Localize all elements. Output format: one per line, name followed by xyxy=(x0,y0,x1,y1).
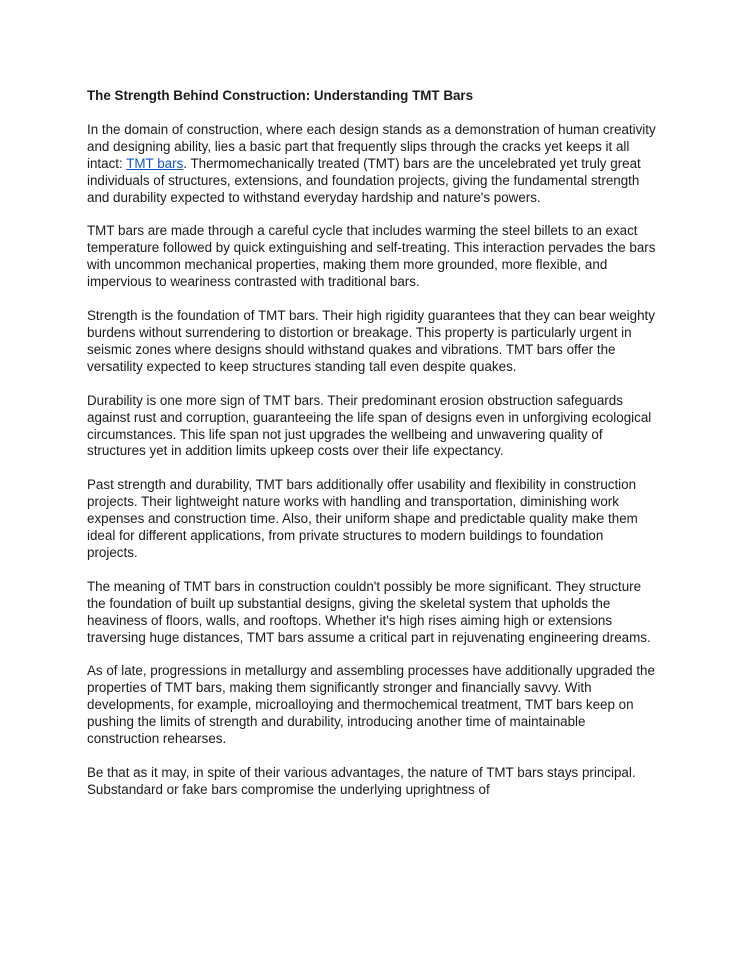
intro-text-before-link: In the domain of construction, where each design stands as a demonstration of human creativity and designing ability, lies a basic part that frequently slips through the cracks yet keeps it all intact: xyxy=(87,121,656,171)
intro-text-after-link: . Thermomechanically treated (TMT) bars are the uncelebrated yet truly great individuals of structures, extensions, and foundation projects, giving the fundamental strength and durability expected to withstand everyday hardship and nature's powers. xyxy=(87,155,641,205)
body-paragraph: Past strength and durability, TMT bars additionally offer usability and flexibility in construction projects. Their lightweight nature works with handling and transportation, diminishing work expenses and construction time. Also, their uniform shape and predictable quality make them ideal for different applications, from private structures to modern buildings to foundation projects. xyxy=(87,477,638,560)
tmt-bars-link[interactable]: TMT bars xyxy=(126,155,184,171)
body-paragraph: TMT bars are made through a careful cycle that includes warming the steel billets to an exact temperature followed by quick extinguishing and self-treating. This interaction pervades the bars with uncommon mechanical properties, making them more grounded, more flexible, and impervious to weariness contrasted with traditional bars. xyxy=(87,223,656,290)
body-paragraph: The meaning of TMT bars in construction couldn't possibly be more significant. They structure the foundation of built up substantial designs, giving the skeletal system that upholds the heaviness of floors, walls, and rooftops. Whether it's high rises aiming high or extensions traversing huge distances, TMT bars assume a critical part in rejuvenating engineering dreams. xyxy=(87,578,651,645)
body-paragraph: Durability is one more sign of TMT bars. Their predominant erosion obstruction safeguards against rust and corruption, guaranteeing the life span of designs even in unforgiving ecological circumstances. This life span not just upgrades the wellbeing and unwavering quality of structures yet in addition limits upkeep costs over their life expectancy. xyxy=(87,392,652,459)
intro-paragraph xyxy=(87,122,657,207)
body-paragraph: Strength is the foundation of TMT bars. Their high rigidity guarantees that they can bear weighty burdens without surrendering to distortion or breakage. This property is particularly urgent in seismic zones where designs should withstand quakes and vibrations. TMT bars offer the versatility expected to keep structures standing tall even despite quakes. xyxy=(87,308,655,374)
document-title: The Strength Behind Construction: Understanding TMT Bars xyxy=(87,88,474,103)
document-page xyxy=(87,88,657,816)
body-paragraph: As of late, progressions in metallurgy and assembling processes have additionally upgraded the properties of TMT bars, making them significantly stronger and financially savvy. With developments, for example, microalloying and thermochemical treatment, TMT bars keep on pushing the limits of strength and durability, introducing another time of maintainable construction rehearses. xyxy=(87,663,655,747)
body-paragraph: Be that as it may, in spite of their various advantages, the nature of TMT bars stays principal. Substandard or fake bars compromise the underlying uprightness of xyxy=(87,765,636,797)
